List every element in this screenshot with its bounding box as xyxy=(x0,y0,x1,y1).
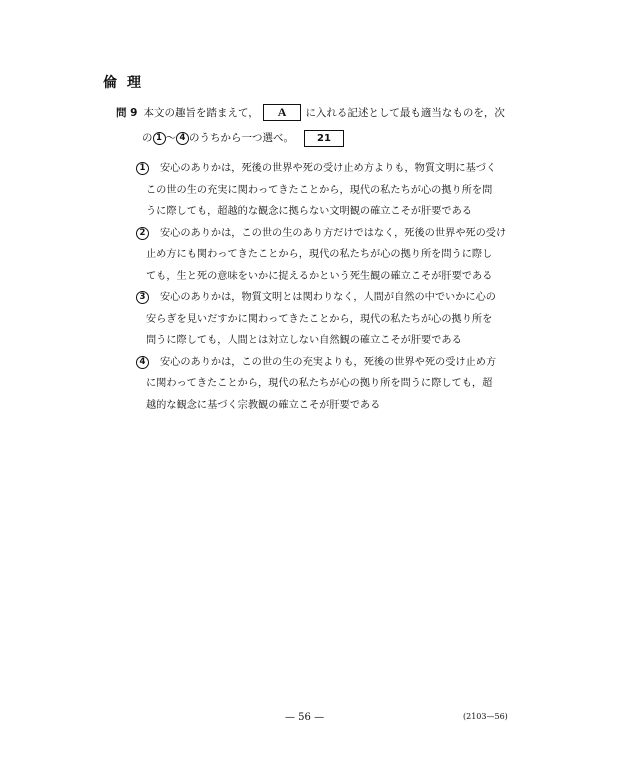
option-line: 越的な観念に基づく宗教観の確立こそが肝要である xyxy=(146,399,381,411)
subject-title: 倫理 xyxy=(103,75,151,91)
option-line: ても，生と死の意味をいかに捉えるかという死生観の確立こそが肝要である xyxy=(146,270,493,282)
answer-number-box: 21 xyxy=(304,130,344,147)
option-line: 安心のありかは，この世の生の充実よりも，死後の世界や死の受け止め方 xyxy=(160,356,497,368)
option-line: 安らぎを見いだすかに関わってきたことから，現代の私たちが心の拠り所を xyxy=(146,313,493,325)
option-marker: 3 xyxy=(136,291,149,304)
option-line: 安心のありかは，この世の生のあり方だけではなく，死後の世界や死の受け xyxy=(160,227,507,239)
page-number: — 56 — xyxy=(285,712,325,723)
range-separator: 〜 xyxy=(165,132,176,144)
question-line-1 xyxy=(116,101,506,126)
question-line-2 xyxy=(116,126,506,151)
option-1[interactable] xyxy=(139,158,506,223)
option-line: うに際しても，超越的な観念に拠らない文明観の確立こそが肝要である xyxy=(146,206,472,217)
option-4[interactable] xyxy=(139,352,506,417)
option-marker: 4 xyxy=(136,356,149,369)
option-3[interactable] xyxy=(139,287,506,352)
circled-number-start: 1 xyxy=(153,132,166,145)
option-line: 問うに際しても，人間とは対立しない自然観の確立こそが肝要である xyxy=(146,335,462,346)
question-text-after: に入れる記述として最も適当なものを，次 xyxy=(305,107,505,119)
option-line: に関わってきたことから，現代の私たちが心の拠り所を問うに際しても，超 xyxy=(146,378,493,389)
option-2[interactable] xyxy=(139,223,507,288)
question-number: 問 9 xyxy=(116,107,138,119)
option-line: この世の生の充実に関わってきたことから，現代の私たちが心の拠り所を問 xyxy=(146,184,493,196)
option-line: 安心のありかは，物質文明とは関わりなく，人間が自然の中でいかに心の xyxy=(160,292,496,303)
question-text-before: 本文の趣旨を踏まえて， xyxy=(143,107,259,119)
question-line2-prefix: の xyxy=(142,132,153,144)
exam-code: (2103—56) xyxy=(463,712,508,721)
option-marker: 2 xyxy=(136,227,149,240)
option-marker: 1 xyxy=(136,162,149,175)
option-line: 安心のありかは，死後の世界や死の受け止め方よりも，物質文明に基づく xyxy=(160,163,497,174)
answer-options xyxy=(139,158,507,416)
blank-box-a: A xyxy=(263,104,302,121)
circled-number-end: 4 xyxy=(176,132,189,145)
question-line2-suffix: のうちから一つ選べ。 xyxy=(189,132,294,144)
option-line: 止め方にも関わってきたことから，現代の私たちが心の拠り所を問うに際し xyxy=(146,249,493,260)
question-block xyxy=(116,101,506,151)
